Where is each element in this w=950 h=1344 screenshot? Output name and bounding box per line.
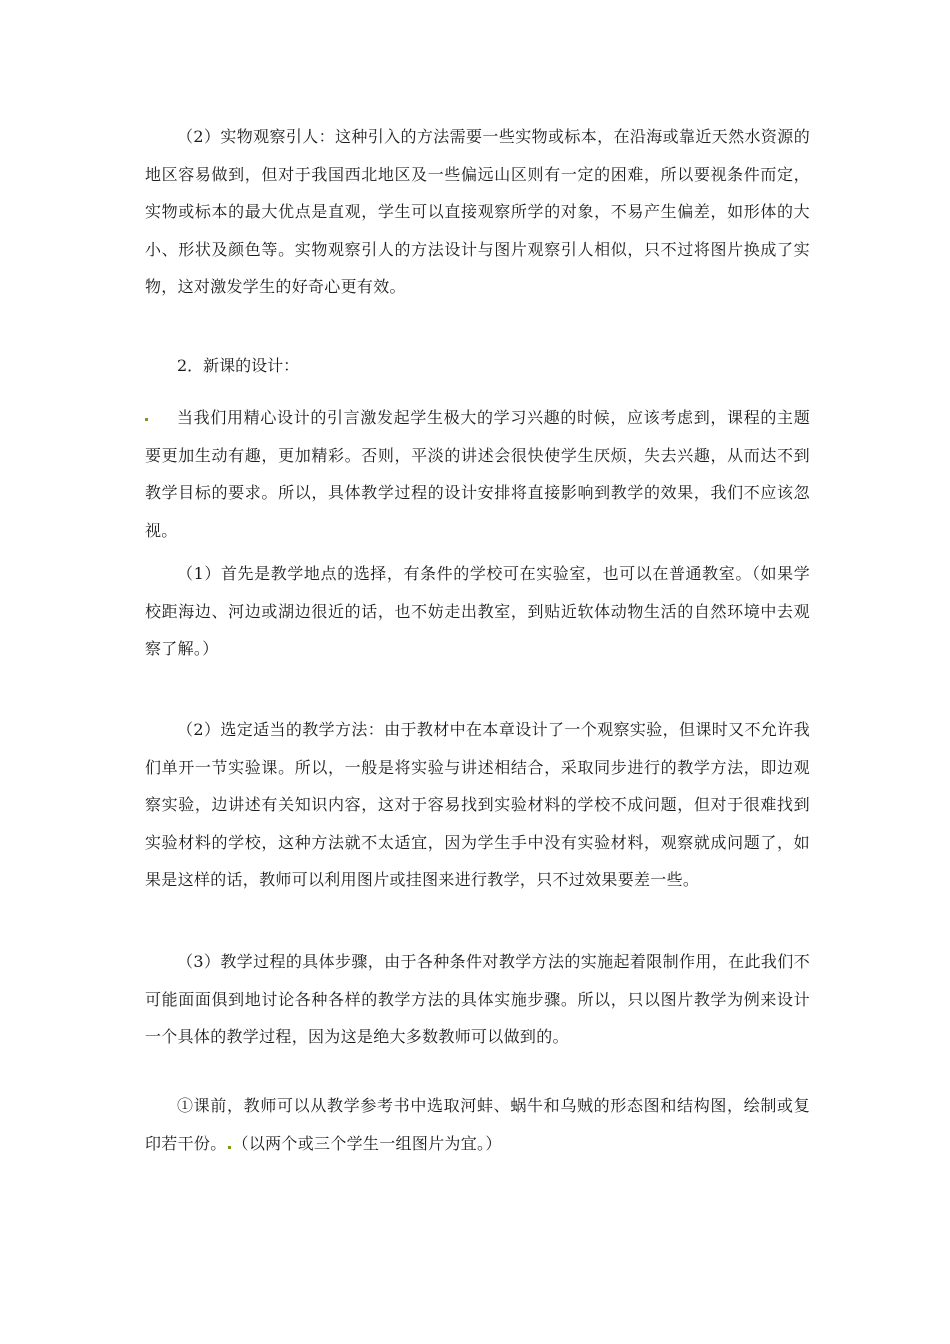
paragraph-teaching-steps: （3）教学过程的具体步骤，由于各种条件对教学方法的实施起着限制作用，在此我们不可能面面俱到地讨论各种各样的教学方法的具体实施步骤。所以，只以图片教学为例来设计一个具体的教学过程，因为这是绝大多数教师可以做到的。 (145, 952, 810, 1046)
green-marker-dot-inline (227, 1139, 233, 1149)
paragraph-object-observation: （2）实物观察引人：这种引入的方法需要一些实物或标本，在沿海或靠近天然水资源的地区容易做到，但对于我国西北地区及一些偏远山区则有一定的困难，所以要视条件而定，实物或标本的最大优点是直观，学生可以直接观察所学的对象，不易产生偏差，如形体的大小、形状及颜色等。实物观察引人的方法设计与图片观察引人相似，只不过将图片换成了实物，这对激发学生的好奇心更有效。 (145, 127, 810, 296)
paragraph-before-class (145, 1087, 810, 1162)
paragraph-before-class-tail: （以两个或三个学生一组图片为宜。） (232, 1133, 502, 1153)
paragraph-teaching-method: （2）选定适当的教学方法：由于教材中在本章设计了一个观察实验，但课时又不允许我们单开一节实验课。所以，一般是将实验与讲述相结合，采取同步进行的教学方法，即边观察实验，边讲述有关知识内容，这对于容易找到实验材料的学校不成问题，但对于很难找到实验材料的学校，这种方法就不太适宜，因为学生手中没有实验材料，观察就成问题了，如果是这样的话，教师可以利用图片或挂图来进行教学，只不过效果要差一些。 (145, 720, 810, 889)
paragraph-before-class-main: ①课前，教师可以从教学参考书中选取河蚌、蜗牛和乌贼的形态图和结构图，绘制或复印若干份。 (145, 1096, 810, 1153)
paragraph-lesson-interest: 当我们用精心设计的引言激发起学生极大的学习兴趣的时候，应该考虑到，课程的主题要更加生动有趣，更加精彩。否则，平淡的讲述会很快使学生厌烦，失去兴趣，从而达不到教学目标的要求。所以，具体教学过程的设计安排将直接影响到教学的效果，我们不应该忽视。 (145, 408, 810, 540)
paragraph-teaching-location: （1）首先是教学地点的选择，有条件的学校可在实验室，也可以在普通教室。（如果学校距海边、河边或湖边很近的话，也不妨走出教室，到贴近软体动物生活的自然环境中去观察了解。） (145, 564, 810, 658)
section-heading-new-lesson-design: 2．新课的设计： (177, 356, 300, 375)
